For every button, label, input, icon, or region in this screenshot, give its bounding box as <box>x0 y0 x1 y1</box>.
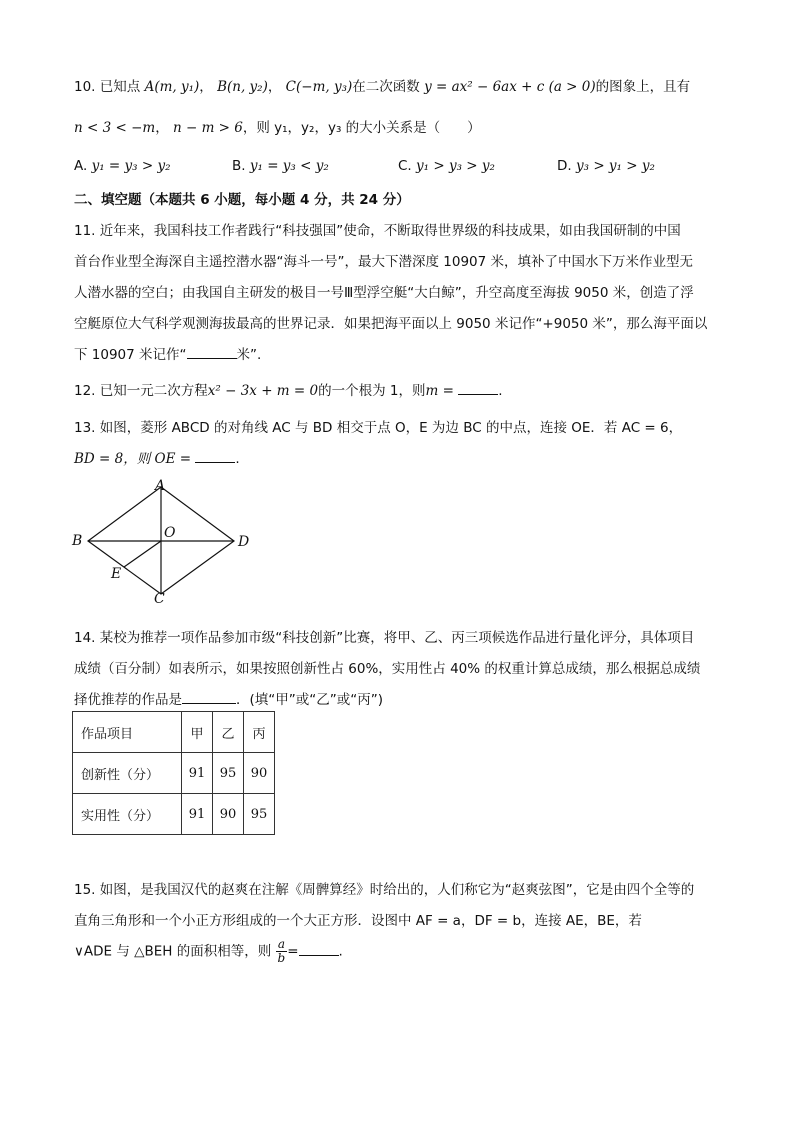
q13-line2 <box>74 447 240 467</box>
table-header-row <box>73 712 275 753</box>
segment-oe <box>124 541 161 567</box>
fraction-numerator: a <box>276 938 288 952</box>
q15-text: 如图，是我国汉代的赵爽在注解《周髀算经》时给出的，人们称它为“赵爽弦图”，它是由四个全等的 <box>99 882 695 898</box>
q14-number: 14. <box>74 630 96 646</box>
q11-last-suffix: 米”. <box>236 347 262 363</box>
q11-line2: 首台作业型全海深自主遥控潜水器“海斗一号”，最大下潜深度 10907 米，填补了中国水下万米作业型无 <box>74 254 694 270</box>
q11-text: 近年来，我国科技工作者践行“科技强国”使命，不断取得世界级的科技成果，如由我国研制的中国 <box>99 223 681 239</box>
q15-line3 <box>74 938 343 965</box>
option-label: B. <box>232 158 246 174</box>
table-cell: 91 <box>182 794 213 835</box>
q13-line1 <box>74 416 682 436</box>
ratio-fraction <box>276 938 288 965</box>
q12-prefix: 已知一元二次方程 <box>99 383 208 399</box>
q12-var: m = <box>425 383 454 399</box>
q10-line1: 10. 已知点 A(m, y₁)， B(n, y₂)， C(−m, y₃)在二次函数 y = ax² − 6ax + c (a > 0)的图象上，且有 <box>74 79 691 95</box>
q12-suffix: . <box>498 383 503 399</box>
q12-answer-blank[interactable] <box>458 382 498 395</box>
q10-option-a[interactable] <box>74 158 171 174</box>
q10-text-suffix: 的图象上，且有 <box>595 79 691 95</box>
q10-point-a: A(m, y₁) <box>144 79 200 95</box>
option-label: A. <box>74 158 88 174</box>
table-cell: 95 <box>244 794 275 835</box>
table-header: 乙 <box>213 712 244 753</box>
q11-number: 11. <box>74 223 96 239</box>
q13-text: 如图，菱形 ABCD 的对角线 AC 与 BD 相交于点 O，E 为边 BC 的中点，连接 OE．若 AC = 6， <box>99 420 683 436</box>
q14-last-suffix: ．(填“甲”或“乙”或“丙”) <box>236 692 383 708</box>
q13-number: 13. <box>74 420 96 436</box>
q11-line1 <box>74 219 681 239</box>
q15-line3-suffix: . <box>338 943 343 960</box>
table-header: 作品项目 <box>73 712 182 753</box>
option-expr: y₃ > y₁ > y₂ <box>575 158 655 174</box>
table-cell: 创新性（分） <box>73 753 182 794</box>
q10-line2-suffix: ，则 y₁，y₂，y₃ 的大小关系是（ ） <box>242 120 481 136</box>
option-expr: y₁ = y₃ > y₂ <box>91 158 171 174</box>
q12-line <box>74 379 502 399</box>
label-a: A <box>155 478 166 494</box>
q10-number: 10. <box>74 79 96 95</box>
q15-answer-blank[interactable] <box>299 943 339 956</box>
table-row <box>73 794 275 835</box>
table-cell: 91 <box>182 753 213 794</box>
q14-line3 <box>74 688 383 708</box>
q14-line1 <box>74 626 694 646</box>
q14-text: 某校为推荐一项作品参加市级“科技创新”比赛，将甲、乙、丙三项候选作品进行量化评分，具体项目 <box>99 630 695 646</box>
q14-line2: 成绩（百分制）如表所示，如果按照创新性占 60%，实用性占 40% 的权重计算总成绩，那么根据总成绩 <box>74 661 701 677</box>
q10-option-b[interactable] <box>232 158 329 174</box>
q15-line1 <box>74 878 694 898</box>
fraction-denominator: b <box>277 951 286 965</box>
q12-equation: x² − 3x + m = 0 <box>207 383 319 399</box>
q10-cond1: n < 3 < −m <box>74 120 156 136</box>
table-header: 甲 <box>182 712 213 753</box>
q11-answer-blank[interactable] <box>187 346 237 359</box>
q13-line2-prefix: BD = 8，则 OE = <box>74 451 192 467</box>
q10-point-c: C(−m, y₃) <box>285 79 353 95</box>
option-expr: y₁ > y₃ > y₂ <box>416 158 495 174</box>
option-label: D. <box>557 158 572 174</box>
table-cell: 实用性（分） <box>73 794 182 835</box>
label-c: C <box>154 591 165 607</box>
q12-number: 12. <box>74 383 96 399</box>
section-title: 二、填空题（本题共 6 小题，每小题 4 分，共 24 分） <box>74 192 410 208</box>
q11-line4: 空艇原位大气科学观测海拔最高的世界记录．如果把海平面以上 9050 米记作“+9050 米”，那么海平面以 <box>74 316 708 332</box>
q10-cond2: n − m > 6 <box>172 120 243 136</box>
label-d: D <box>238 534 250 550</box>
q15-equals: = <box>287 943 299 960</box>
q13-line2-suffix: . <box>235 451 240 467</box>
option-expr: y₁ = y₃ < y₂ <box>249 158 329 174</box>
q14-last-prefix: 择优推荐的作品是 <box>74 692 182 708</box>
label-o: O <box>164 525 176 541</box>
q10-point-b: B(n, y₂) <box>217 79 268 95</box>
q13-answer-blank[interactable] <box>195 450 235 463</box>
q10-option-d[interactable] <box>557 158 655 174</box>
q11-line3: 人潜水器的空白；由我国自主研发的极目一号Ⅲ型浮空艇“大白鲸”，升空高度至海拔 9050 米，创造了浮 <box>74 285 694 301</box>
q10-text-prefix: 已知点 <box>99 79 141 95</box>
q11-line5 <box>74 343 261 363</box>
table-cell: 90 <box>213 794 244 835</box>
table-cell: 95 <box>213 753 244 794</box>
q12-mid: 的一个根为 1，则 <box>318 383 426 399</box>
table-cell: 90 <box>244 753 275 794</box>
label-b: B <box>72 533 83 549</box>
q10-option-c[interactable] <box>398 158 495 174</box>
rhombus-figure <box>70 477 270 607</box>
score-table <box>72 711 275 835</box>
table-header: 丙 <box>244 712 275 753</box>
q15-line3-prefix: ∨ADE 与 △BEH 的面积相等，则 <box>74 943 272 960</box>
q10-text-mid: 在二次函数 <box>352 79 420 95</box>
q15-number: 15. <box>74 882 96 898</box>
table-row <box>73 753 275 794</box>
q15-line2: 直角三角形和一个小正方形组成的一个大正方形．设图中 AF = a，DF = b，连接 AE，BE，若 <box>74 913 642 929</box>
q14-answer-blank[interactable] <box>182 691 236 704</box>
q10-function: y = ax² − 6ax + c (a > 0) <box>424 79 596 95</box>
q10-line2: n < 3 < −m， n − m > 6，则 y₁，y₂，y₃ 的大小关系是（ ） <box>74 120 481 136</box>
label-e: E <box>111 566 122 582</box>
option-label: C. <box>398 158 412 174</box>
q11-last-prefix: 下 10907 米记作“ <box>74 347 187 363</box>
